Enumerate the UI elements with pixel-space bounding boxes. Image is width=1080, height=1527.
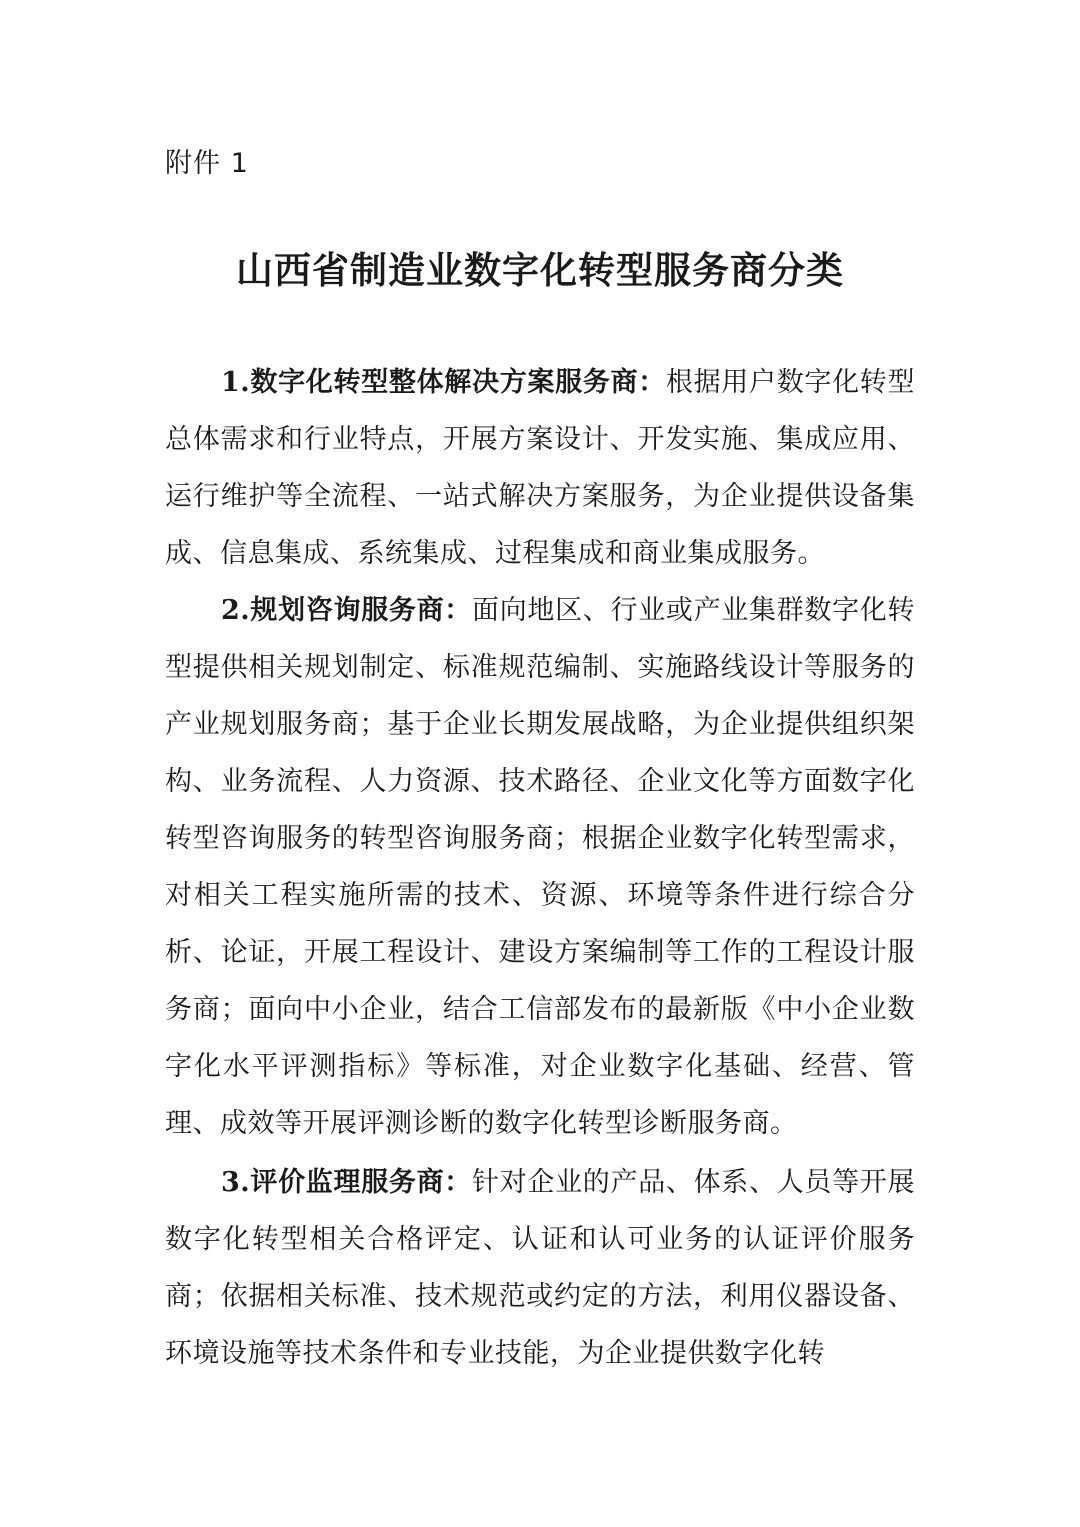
document-title: 山西省制造业数字化转型服务商分类 (236, 248, 844, 292)
section-paragraph-3 (165, 1154, 915, 1382)
section-paragraph-2 (165, 582, 915, 1152)
attachment-label: 附件 1 (165, 148, 249, 179)
section-heading: 2.规划咨询服务商： (221, 595, 472, 626)
section-text: 根据用户数字化转型总体需求和行业特点，开展方案设计、开发实施、集成应用、运行维护等全流程、一站式解决方案服务，为企业提供设备集成、信息集成、系统集成、过程集成和商业集成服务。 (165, 367, 916, 569)
section-text: 针对企业的产品、体系、人员等开展数字化转型相关合格评定、认证和认可业务的认证评价服务商；依据相关标准、技术规范或约定的方法，利用仪器设备、环境设施等技术条件和专业技能，为企业提供数字化转 (165, 1167, 916, 1369)
section-paragraph-1 (165, 354, 915, 582)
section-heading: 3.评价监理服务商： (221, 1167, 472, 1198)
section-heading: 1.数字化转型整体解决方案服务商： (221, 367, 666, 398)
document-body (165, 354, 915, 1382)
section-text: 面向地区、行业或产业集群数字化转型提供相关规划制定、标准规范编制、实施路线设计等服务的产业规划服务商；基于企业长期发展战略，为企业提供组织架构、业务流程、人力资源、技术路径、企业文化等方面数字化转型咨询服务的转型咨询服务商；根据企业数字化转型需求，对相关工程实施所需的技术、资源、环境等条件进行综合分析、论证，开展工程设计、建设方案编制等工作的工程设计服务商；面向中小企业，结合工信部发布的最新版《中小企业数字化水平评测指标》等标准，对企业数字化基础、经营、管理、成效等开展评测诊断的数字化转型诊断服务商。 (165, 595, 916, 1139)
